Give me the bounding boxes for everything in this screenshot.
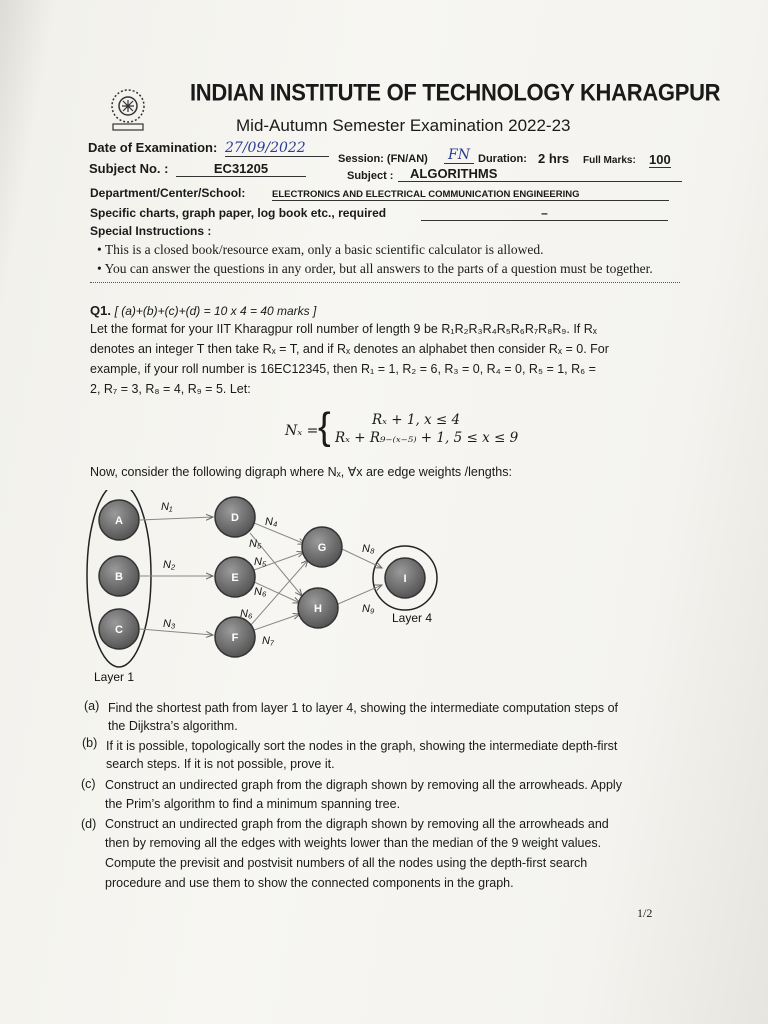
edge-f-h <box>254 614 300 630</box>
full-marks-value: 100 <box>649 152 671 167</box>
part-label: (d) <box>81 817 97 831</box>
edge-a-d <box>140 517 213 520</box>
edge-h-i <box>338 585 382 604</box>
part-line: Construct an undirected graph from the digraph shown by removing all the arrowheads. Apply <box>105 778 622 792</box>
special-instructions-label: Special Instructions : <box>90 224 212 238</box>
node-label: B <box>115 571 123 583</box>
edge-label: N₃ <box>163 618 176 630</box>
edge-label: N₄ <box>265 516 278 528</box>
instruction-item: • This is a closed book/resource exam, only a basic scientific calculator is allowed. <box>97 242 544 257</box>
part-line: search steps. If it is not possible, prove it. <box>106 757 335 771</box>
subject-label: Subject : <box>347 170 394 182</box>
edge-label: N₉ <box>362 603 375 615</box>
formula-brace: { <box>318 406 331 448</box>
department-value: ELECTRONICS AND ELECTRICAL COMMUNICATION ENGINEERING <box>272 189 669 201</box>
edge-label: N₆ <box>254 586 267 598</box>
node-label: F <box>231 632 239 644</box>
date-value: 27/09/2022 <box>225 140 329 157</box>
charts-label: Specific charts, graph paper, log book etc., required <box>90 206 387 220</box>
part-label: (a) <box>84 699 100 713</box>
session-label: Session: (FN/AN) <box>338 153 428 165</box>
question-marks: [ (a)+(b)+(c)+(d) = 10 x 4 = 40 marks ] <box>114 304 317 318</box>
session-value: FN <box>444 147 474 164</box>
part-line: the Prim’s algorithm to find a minimum spanning tree. <box>105 797 401 811</box>
node-label: G <box>317 542 327 554</box>
digraph <box>70 490 490 690</box>
part-line: Find the shortest path from layer 1 to layer 4, showing the intermediate computation steps of <box>108 701 618 715</box>
edge-d-g <box>254 523 305 544</box>
instruction-item: • You can answer the questions in any order, but all answers to the parts of a question must be together. <box>97 261 653 276</box>
full-marks-label: Full Marks: <box>583 155 636 166</box>
edge-label: N₅ <box>254 556 267 568</box>
part-label: (c) <box>81 777 96 791</box>
duration-label: Duration: <box>478 153 527 165</box>
edge-label: N₈ <box>362 543 375 555</box>
layer-1-label: Layer 1 <box>94 670 135 684</box>
node-label: C <box>115 624 123 636</box>
node-label: A <box>115 515 123 527</box>
part-line: procedure and use them to show the connected components in the graph. <box>105 876 514 890</box>
department-label: Department/Center/School: <box>90 186 246 200</box>
edge-c-f <box>140 629 213 635</box>
question-header <box>90 303 316 318</box>
subject-no-value: EC31205 <box>176 161 306 177</box>
edge-label: N₅ <box>249 538 262 550</box>
duration-value: 2 hrs <box>538 151 570 166</box>
part-line: Construct an undirected graph from the digraph shown by removing all the arrowheads and <box>105 817 609 831</box>
edge-label: N₂ <box>163 559 176 571</box>
part-label: (b) <box>82 736 98 750</box>
formula-case-2: Rₓ + R₉₋₍ₓ₋₅₎ + 1, 5 ≤ x ≤ 9 <box>335 430 519 446</box>
iit-kharagpur-logo <box>103 86 153 136</box>
intro-line: example, if your roll number is 16EC12345, then R₁ = 1, R₂ = 6, R₃ = 0, R₄ = 0, R₅ = 1, R₆ = <box>90 362 596 376</box>
subject-no-label: Subject No. : <box>89 161 169 176</box>
institute-name: INDIAN INSTITUTE OF TECHNOLOGY KHARAGPUR <box>190 78 721 107</box>
intro-line: Let the format for your IIT Kharagpur roll number of length 9 be R₁R₂R₃R₄R₅R₆R₇R₈R₉. If Rₓ <box>90 322 597 336</box>
node-label: E <box>231 572 239 584</box>
subject-value: ALGORITHMS <box>398 166 682 182</box>
divider <box>90 282 680 283</box>
question-number: Q1. <box>90 303 111 318</box>
node-label: I <box>403 573 407 585</box>
graph-intro: Now, consider the following digraph where Nₓ, ∀x are edge weights /lengths: <box>90 465 512 479</box>
charts-value: – <box>421 206 668 221</box>
exam-title: Mid-Autumn Semester Examination 2022-23 <box>236 116 571 135</box>
intro-line: denotes an integer T then take Rₓ = T, and if Rₓ denotes an alphabet then consider Rₓ = 0. For <box>90 342 609 356</box>
edge-label: N₆ <box>240 608 253 620</box>
formula-case-1: Rₓ + 1, x ≤ 4 <box>372 412 461 428</box>
node-label: H <box>314 603 322 615</box>
edge-label: N₇ <box>262 635 274 647</box>
date-label: Date of Examination: <box>88 140 218 155</box>
formula-lhs: Nₓ = <box>285 423 319 439</box>
edge-label: N₁ <box>161 501 173 513</box>
part-line: then by removing all the edges with weights lower than the median of the 9 weight values. <box>105 836 602 850</box>
part-line: the Dijkstra’s algorithm. <box>108 719 238 733</box>
intro-line: 2, R₇ = 3, R₈ = 4, R₉ = 5. Let: <box>90 382 251 396</box>
part-line: Compute the previsit and postvisit numbers of all the nodes using the depth-first search <box>105 856 588 870</box>
part-line: If it is possible, topologically sort the nodes in the graph, showing the intermediate depth-first <box>106 739 618 753</box>
node-label: D <box>231 512 239 524</box>
page-number: 1/2 <box>637 906 653 920</box>
layer-4-label: Layer 4 <box>392 611 433 625</box>
